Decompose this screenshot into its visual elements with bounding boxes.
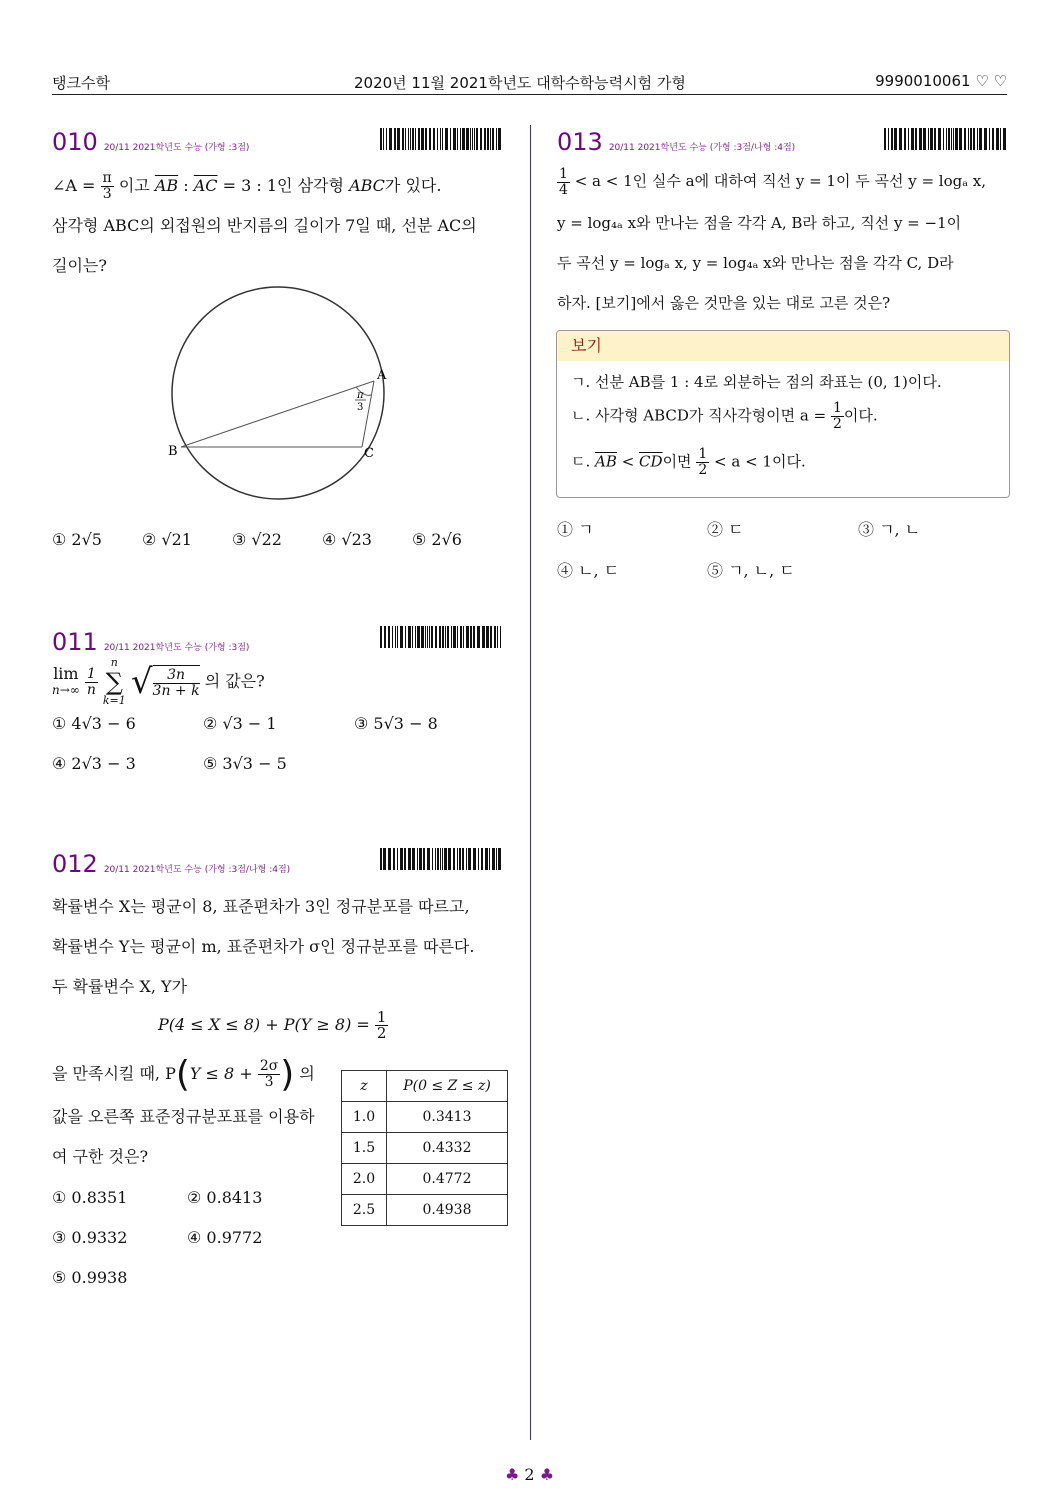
barcode-bar	[418, 128, 420, 150]
barcode-bar	[384, 626, 386, 648]
equation	[158, 1010, 388, 1041]
bogi2-den: 2	[832, 416, 842, 432]
page-footer	[0, 1465, 1059, 1484]
bogi2-fraction	[831, 401, 844, 432]
barcode-012	[380, 848, 504, 870]
barcode-bar	[415, 626, 416, 648]
barcode-bar	[473, 626, 475, 648]
barcode-bar	[444, 848, 447, 870]
line5: 값을 오른쪽 표준정규분포표를 이용하	[52, 1107, 315, 1126]
barcode-bar	[380, 128, 382, 150]
barcode-bar	[457, 128, 458, 150]
question-013-title	[557, 128, 795, 156]
line1: 확률변수 X는 평균이 8, 표준편차가 3인 정규분포를 따르고,	[52, 897, 470, 916]
barcode-bar	[440, 128, 441, 150]
question-013-body	[557, 161, 1017, 323]
barcode-bar	[492, 128, 494, 150]
barcode-bar	[485, 848, 488, 870]
equation-fraction	[375, 1010, 389, 1041]
option-013-5[interactable]: ⑤ ㄱ, ㄴ, ㄷ	[707, 561, 795, 580]
lim-sub: n→∞	[52, 683, 80, 697]
barcode-011	[380, 626, 504, 648]
limit	[52, 666, 80, 698]
barcode-bar	[911, 128, 914, 150]
barcode-bar	[904, 128, 906, 150]
barcode-bar	[486, 626, 489, 648]
barcode-bar	[938, 128, 941, 150]
barcode-bar	[973, 128, 975, 150]
option-012-1[interactable]: ① 0.8351	[52, 1188, 128, 1207]
barcode-bar	[1003, 128, 1006, 150]
barcode-bar	[451, 626, 452, 648]
table-header: z	[342, 1071, 387, 1102]
bogi3-fraction	[696, 447, 709, 478]
barcode-bar	[953, 128, 954, 150]
barcode-bar	[419, 848, 422, 870]
cond-den: 3	[264, 1074, 274, 1090]
barcode-bar	[496, 128, 497, 150]
colon: :	[183, 176, 189, 195]
barcode-bar	[466, 128, 469, 150]
barcode-bar	[968, 128, 969, 150]
barcode-bar	[490, 626, 492, 648]
question-meta: 20/11 2021학년도 수능 (가형 :3점)	[103, 643, 250, 653]
barcode-bar	[437, 128, 438, 150]
barcode-bar	[400, 848, 403, 870]
barcode-bar	[405, 626, 406, 648]
question-010-title	[52, 128, 249, 156]
barcode-bar	[484, 128, 486, 150]
side-ba	[181, 381, 374, 447]
barcode-bar	[992, 128, 994, 150]
barcode-bar	[397, 128, 400, 150]
table-cell: 1.0	[342, 1102, 387, 1133]
eq-den: 2	[376, 1024, 387, 1042]
barcode-bar	[453, 128, 456, 150]
cond-fraction	[258, 1059, 280, 1090]
bogi-item-1: ㄱ. 선분 AB를 1 : 4로 외분하는 점의 좌표는 (0, 1)이다.	[571, 373, 942, 391]
segment-ab: $\overline{AB}$	[154, 176, 179, 195]
bogi2-pre: ㄴ. 사각형 ABCD가 직사각형이면 a =	[571, 406, 827, 425]
bogi-title: 보기	[557, 331, 1009, 361]
table-row	[342, 1102, 508, 1133]
bogi3-den: 2	[698, 462, 708, 478]
question-number: 013	[557, 128, 603, 156]
club-icon: ♣	[539, 1465, 555, 1484]
barcode-bar	[417, 848, 418, 870]
paren-open: (	[175, 1054, 190, 1095]
publisher-name: 탱크수학	[52, 74, 110, 92]
barcode-bar	[408, 128, 409, 150]
barcode-bar	[474, 128, 475, 150]
line-end: 가 있다.	[384, 176, 442, 195]
barcode-bar	[894, 128, 897, 150]
barcode-bar	[400, 626, 403, 648]
option-012-3[interactable]: ③ 0.9332	[52, 1228, 128, 1247]
table-header-row	[342, 1071, 508, 1102]
question-number: 011	[52, 628, 98, 656]
barcode-bar	[462, 128, 465, 150]
barcode-bar	[498, 128, 501, 150]
barcode-bar	[435, 626, 437, 648]
club-icon: ♣	[504, 1465, 520, 1484]
barcode-bar	[457, 848, 458, 870]
barcode-bar	[442, 128, 443, 150]
barcode-bar	[948, 128, 950, 150]
segment-ab: $\overline{AB}$	[595, 452, 617, 471]
barcode-bar	[394, 128, 396, 150]
bogi3-post: < a < 1이다.	[714, 452, 806, 471]
barcode-bar	[473, 848, 476, 870]
page-code: 9990010061 ♡ ♡	[875, 72, 1007, 90]
side-ac	[362, 381, 374, 447]
option-010-5[interactable]: ⑤ 2√6	[412, 530, 462, 549]
line2: 삼각형 ABC의 외접원의 반지름의 길이가 7일 때, 선분 AC의	[52, 216, 477, 235]
barcode-bar	[423, 848, 425, 870]
question-011-body	[52, 656, 265, 712]
question-number: 012	[52, 850, 98, 878]
barcode-bar	[402, 128, 404, 150]
barcode-bar	[450, 128, 451, 150]
barcode-bar	[964, 128, 966, 150]
root-fraction	[153, 665, 200, 699]
barcode-bar	[489, 848, 490, 870]
barcode-013	[884, 128, 1008, 150]
barcode-bar	[888, 128, 889, 150]
option-010-1[interactable]: ① 2√5	[52, 530, 102, 549]
barcode-bar	[891, 128, 893, 150]
question-012-body	[52, 887, 512, 1007]
table-cell: 2.0	[342, 1164, 387, 1195]
barcode-bar	[429, 128, 431, 150]
sigma-icon: ∑	[105, 668, 123, 696]
question-tail: 의 값은?	[204, 671, 265, 691]
table-cell: 2.5	[342, 1195, 387, 1226]
barcode-bar	[462, 848, 464, 870]
segment-cd: $\overline{CD}$	[639, 452, 663, 471]
barcode-bar	[989, 128, 990, 150]
barcode-bar	[470, 128, 471, 150]
barcode-bar	[383, 848, 386, 870]
option-012-2[interactable]: ② 0.8413	[187, 1188, 263, 1207]
angle-text: ∠A =	[52, 176, 96, 195]
option-011-4[interactable]: ④ 2√3 − 3	[52, 754, 136, 773]
root-num: 3n	[153, 668, 200, 684]
barcode-bar	[494, 626, 496, 648]
option-011-2[interactable]: ② √3 − 1	[203, 714, 277, 733]
cond-in: Y ≤ 8 +	[189, 1064, 253, 1083]
question-meta: 20/11 2021학년도 수능 (가형 :3점/나형 :4점)	[608, 143, 796, 153]
barcode-bar	[386, 128, 387, 150]
barcode-bar	[959, 128, 962, 150]
option-013-1[interactable]: ① ㄱ	[557, 520, 594, 539]
barcode-bar	[395, 626, 396, 648]
barcode-bar	[477, 626, 480, 648]
label-pi: π	[357, 390, 364, 401]
barcode-bar	[468, 848, 471, 870]
bogi3-pre: ㄷ.	[571, 452, 591, 471]
lim-text: lim	[53, 664, 79, 683]
barcode-bar	[437, 848, 439, 870]
coef-den: n	[86, 681, 96, 698]
barcode-bar	[498, 848, 501, 870]
line2: y = log₄ₐ x와 만나는 점을 각각 A, B라 하고, 직선 y = −1이	[557, 214, 962, 232]
text-conj: 이고	[118, 176, 150, 195]
less-than: <	[621, 452, 635, 471]
barcode-bar	[404, 848, 406, 870]
barcode-bar	[445, 626, 446, 648]
barcode-bar	[977, 128, 978, 150]
barcode-bar	[955, 128, 958, 150]
barcode-bar	[919, 128, 922, 150]
paren-close: )	[280, 1054, 295, 1095]
barcode-bar	[497, 626, 498, 648]
barcode-bar	[405, 128, 406, 150]
question-010-body	[52, 166, 504, 286]
barcode-bar	[447, 626, 449, 648]
label-a: A	[377, 368, 387, 383]
barcode-bar	[432, 848, 433, 870]
option-011-1[interactable]: ① 4√3 − 6	[52, 714, 136, 733]
exam-title: 2020년 11월 2021학년도 대학수학능력시험 가형	[354, 74, 686, 92]
table-cell: 0.3413	[387, 1102, 508, 1133]
barcode-bar	[884, 128, 886, 150]
bogi-item-2	[571, 401, 878, 432]
barcode-bar	[429, 626, 430, 648]
barcode-bar	[439, 626, 441, 648]
barcode-bar	[459, 848, 461, 870]
page-header	[52, 70, 1007, 95]
option-013-4[interactable]: ④ ㄴ, ㄷ	[557, 561, 620, 580]
barcode-bar	[380, 848, 382, 870]
option-010-3[interactable]: ③ √22	[232, 530, 282, 549]
barcode-bar	[427, 626, 428, 648]
barcode-bar	[408, 848, 411, 870]
bogi3-num: 1	[698, 446, 708, 462]
table-cell: 0.4332	[387, 1133, 508, 1164]
eq-num: 1	[376, 1008, 387, 1026]
question-012-title	[52, 850, 290, 878]
option-012-5[interactable]: ⑤ 0.9938	[52, 1268, 128, 1287]
table-row	[342, 1133, 508, 1164]
line3: 길이는?	[52, 256, 107, 275]
equation-left: P(4 ≤ X ≤ 8) + P(Y ≥ 8) =	[158, 1015, 370, 1034]
cond-num: 2σ	[259, 1058, 279, 1074]
sum-top: n	[110, 656, 118, 669]
barcode-bar	[946, 128, 947, 150]
option-011-3[interactable]: ③ 5√3 − 8	[354, 714, 438, 733]
barcode-bar	[1000, 128, 1001, 150]
line4: 하자. [보기]에서 옳은 것만을 있는 대로 고른 것은?	[557, 294, 891, 312]
barcode-bar	[440, 848, 441, 870]
barcode-bar	[943, 128, 944, 150]
barcode-bar	[996, 128, 999, 150]
circle-figure	[150, 285, 410, 505]
question-011-title	[52, 628, 249, 656]
barcode-bar	[445, 128, 448, 150]
line3: 두 곡선 y = logₐ x, y = log₄ₐ x와 만나는 점을 각각 C, D라	[557, 254, 954, 272]
question-meta: 20/11 2021학년도 수능 (가형 :3점/나형 :4점)	[103, 865, 291, 875]
barcode-bar	[472, 128, 473, 150]
barcode-bar	[915, 128, 917, 150]
barcode-bar	[466, 848, 467, 870]
barcode-bar	[470, 626, 472, 648]
cond-post: 의	[299, 1064, 315, 1083]
label-three: 3	[357, 402, 364, 413]
intro-fraction	[557, 167, 570, 198]
table-cell: 1.5	[342, 1133, 387, 1164]
table-cell: 0.4938	[387, 1195, 508, 1226]
line1: < a < 1인 실수 a에 대하여 직선 y = 1이 두 곡선 y = logₐ x,	[574, 172, 987, 190]
option-010-4[interactable]: ④ √23	[322, 530, 372, 549]
barcode-bar	[408, 626, 411, 648]
barcode-bar	[435, 848, 436, 870]
barcode-bar	[425, 626, 426, 648]
barcode-bar	[984, 128, 987, 150]
barcode-bar	[490, 128, 491, 150]
barcode-bar	[433, 128, 435, 150]
barcode-bar	[457, 626, 458, 648]
barcode-bar	[928, 128, 929, 150]
frac-den: 4	[559, 181, 568, 198]
root-den: 3n + k	[152, 683, 200, 699]
barcode-bar	[421, 626, 424, 648]
option-013-2[interactable]: ② ㄷ	[707, 520, 744, 539]
table-row	[342, 1164, 508, 1195]
radical-icon: √	[130, 662, 153, 702]
ratio-text: = 3 : 1인 삼각형	[222, 176, 344, 195]
bogi-item-3	[571, 447, 806, 478]
barcode-bar	[480, 128, 482, 150]
barcode-bar	[923, 128, 926, 150]
barcode-bar	[410, 128, 411, 150]
option-013-3[interactable]: ③ ㄱ, ㄴ	[858, 520, 921, 539]
barcode-bar	[427, 848, 430, 870]
barcode-bar	[397, 626, 398, 648]
table-row	[342, 1195, 508, 1226]
barcode-bar	[453, 848, 455, 870]
summation	[103, 656, 126, 708]
segment-ac: $\overline{AC}$	[193, 176, 218, 195]
circumcircle	[172, 287, 384, 499]
barcode-bar	[448, 848, 451, 870]
barcode-bar	[951, 128, 952, 150]
barcode-bar	[478, 848, 479, 870]
option-010-2[interactable]: ② √21	[142, 530, 192, 549]
angle-den: 3	[102, 186, 112, 202]
barcode-bar	[500, 626, 501, 648]
barcode-bar	[412, 848, 415, 870]
angle-num: π	[102, 170, 112, 186]
label-b: B	[168, 444, 178, 459]
label-c: C	[364, 446, 374, 461]
question-meta: 20/11 2021학년도 수능 (가형 :3점)	[103, 143, 250, 153]
cond-pre: 을 만족시킬 때, P	[52, 1064, 176, 1083]
bogi-box	[556, 330, 1010, 498]
option-011-5[interactable]: ⑤ 3√3 − 5	[203, 754, 287, 773]
barcode-bar	[389, 128, 392, 150]
barcode-bar	[392, 626, 393, 648]
barcode-bar	[417, 626, 420, 648]
barcode-bar	[481, 848, 483, 870]
barcode-bar	[970, 128, 972, 150]
line3: 두 확률변수 X, Y가	[52, 977, 188, 996]
barcode-bar	[412, 128, 414, 150]
barcode-bar	[466, 626, 469, 648]
barcode-bar	[979, 128, 982, 150]
option-012-4[interactable]: ④ 0.9772	[187, 1228, 263, 1247]
barcode-bar	[934, 128, 936, 150]
coef-num: 1	[86, 665, 96, 682]
barcode-bar	[393, 848, 395, 870]
barcode-bar	[930, 128, 933, 150]
barcode-bar	[899, 128, 902, 150]
barcode-bar	[442, 848, 443, 870]
bogi2-post: 이다.	[843, 406, 878, 425]
barcode-bar	[453, 626, 456, 648]
barcode-bar	[482, 626, 485, 648]
question-number: 010	[52, 128, 98, 156]
bogi3-mid: 이면	[662, 452, 692, 471]
barcode-bar	[425, 128, 427, 150]
barcode-bar	[412, 626, 413, 648]
condition-line	[52, 1054, 315, 1098]
barcode-bar	[442, 626, 444, 648]
line2: 확률변수 Y는 평균이 m, 표준편차가 σ인 정규분포를 따른다.	[52, 937, 475, 956]
barcode-bar	[460, 626, 462, 648]
normal-table	[341, 1070, 508, 1226]
angle-fraction	[101, 171, 114, 202]
page-number: 2	[524, 1465, 535, 1484]
table-header: P(0 ≤ Z ≤ z)	[387, 1071, 508, 1102]
line6: 여 구한 것은?	[52, 1147, 149, 1166]
barcode-bar	[397, 848, 398, 870]
barcode-bar	[415, 128, 416, 150]
barcode-bar	[421, 128, 424, 150]
barcode-bar	[476, 128, 478, 150]
barcode-010	[380, 128, 504, 150]
coef-fraction	[85, 667, 98, 698]
barcode-bar	[388, 848, 391, 870]
bogi2-num: 1	[832, 400, 842, 416]
barcode-bar	[460, 128, 461, 150]
barcode-bar	[431, 626, 433, 648]
barcode-bar	[908, 128, 909, 150]
column-divider	[530, 125, 531, 1440]
frac-num: 1	[559, 165, 568, 182]
barcode-bar	[487, 128, 489, 150]
table-cell: 0.4772	[387, 1164, 508, 1195]
barcode-bar	[388, 626, 390, 648]
barcode-bar	[496, 848, 497, 870]
sum-bottom: k=1	[102, 694, 126, 707]
barcode-bar	[380, 626, 382, 648]
barcode-bar	[383, 128, 384, 150]
triangle-name: ABC	[349, 176, 385, 195]
barcode-bar	[463, 626, 464, 648]
barcode-bar	[492, 848, 495, 870]
